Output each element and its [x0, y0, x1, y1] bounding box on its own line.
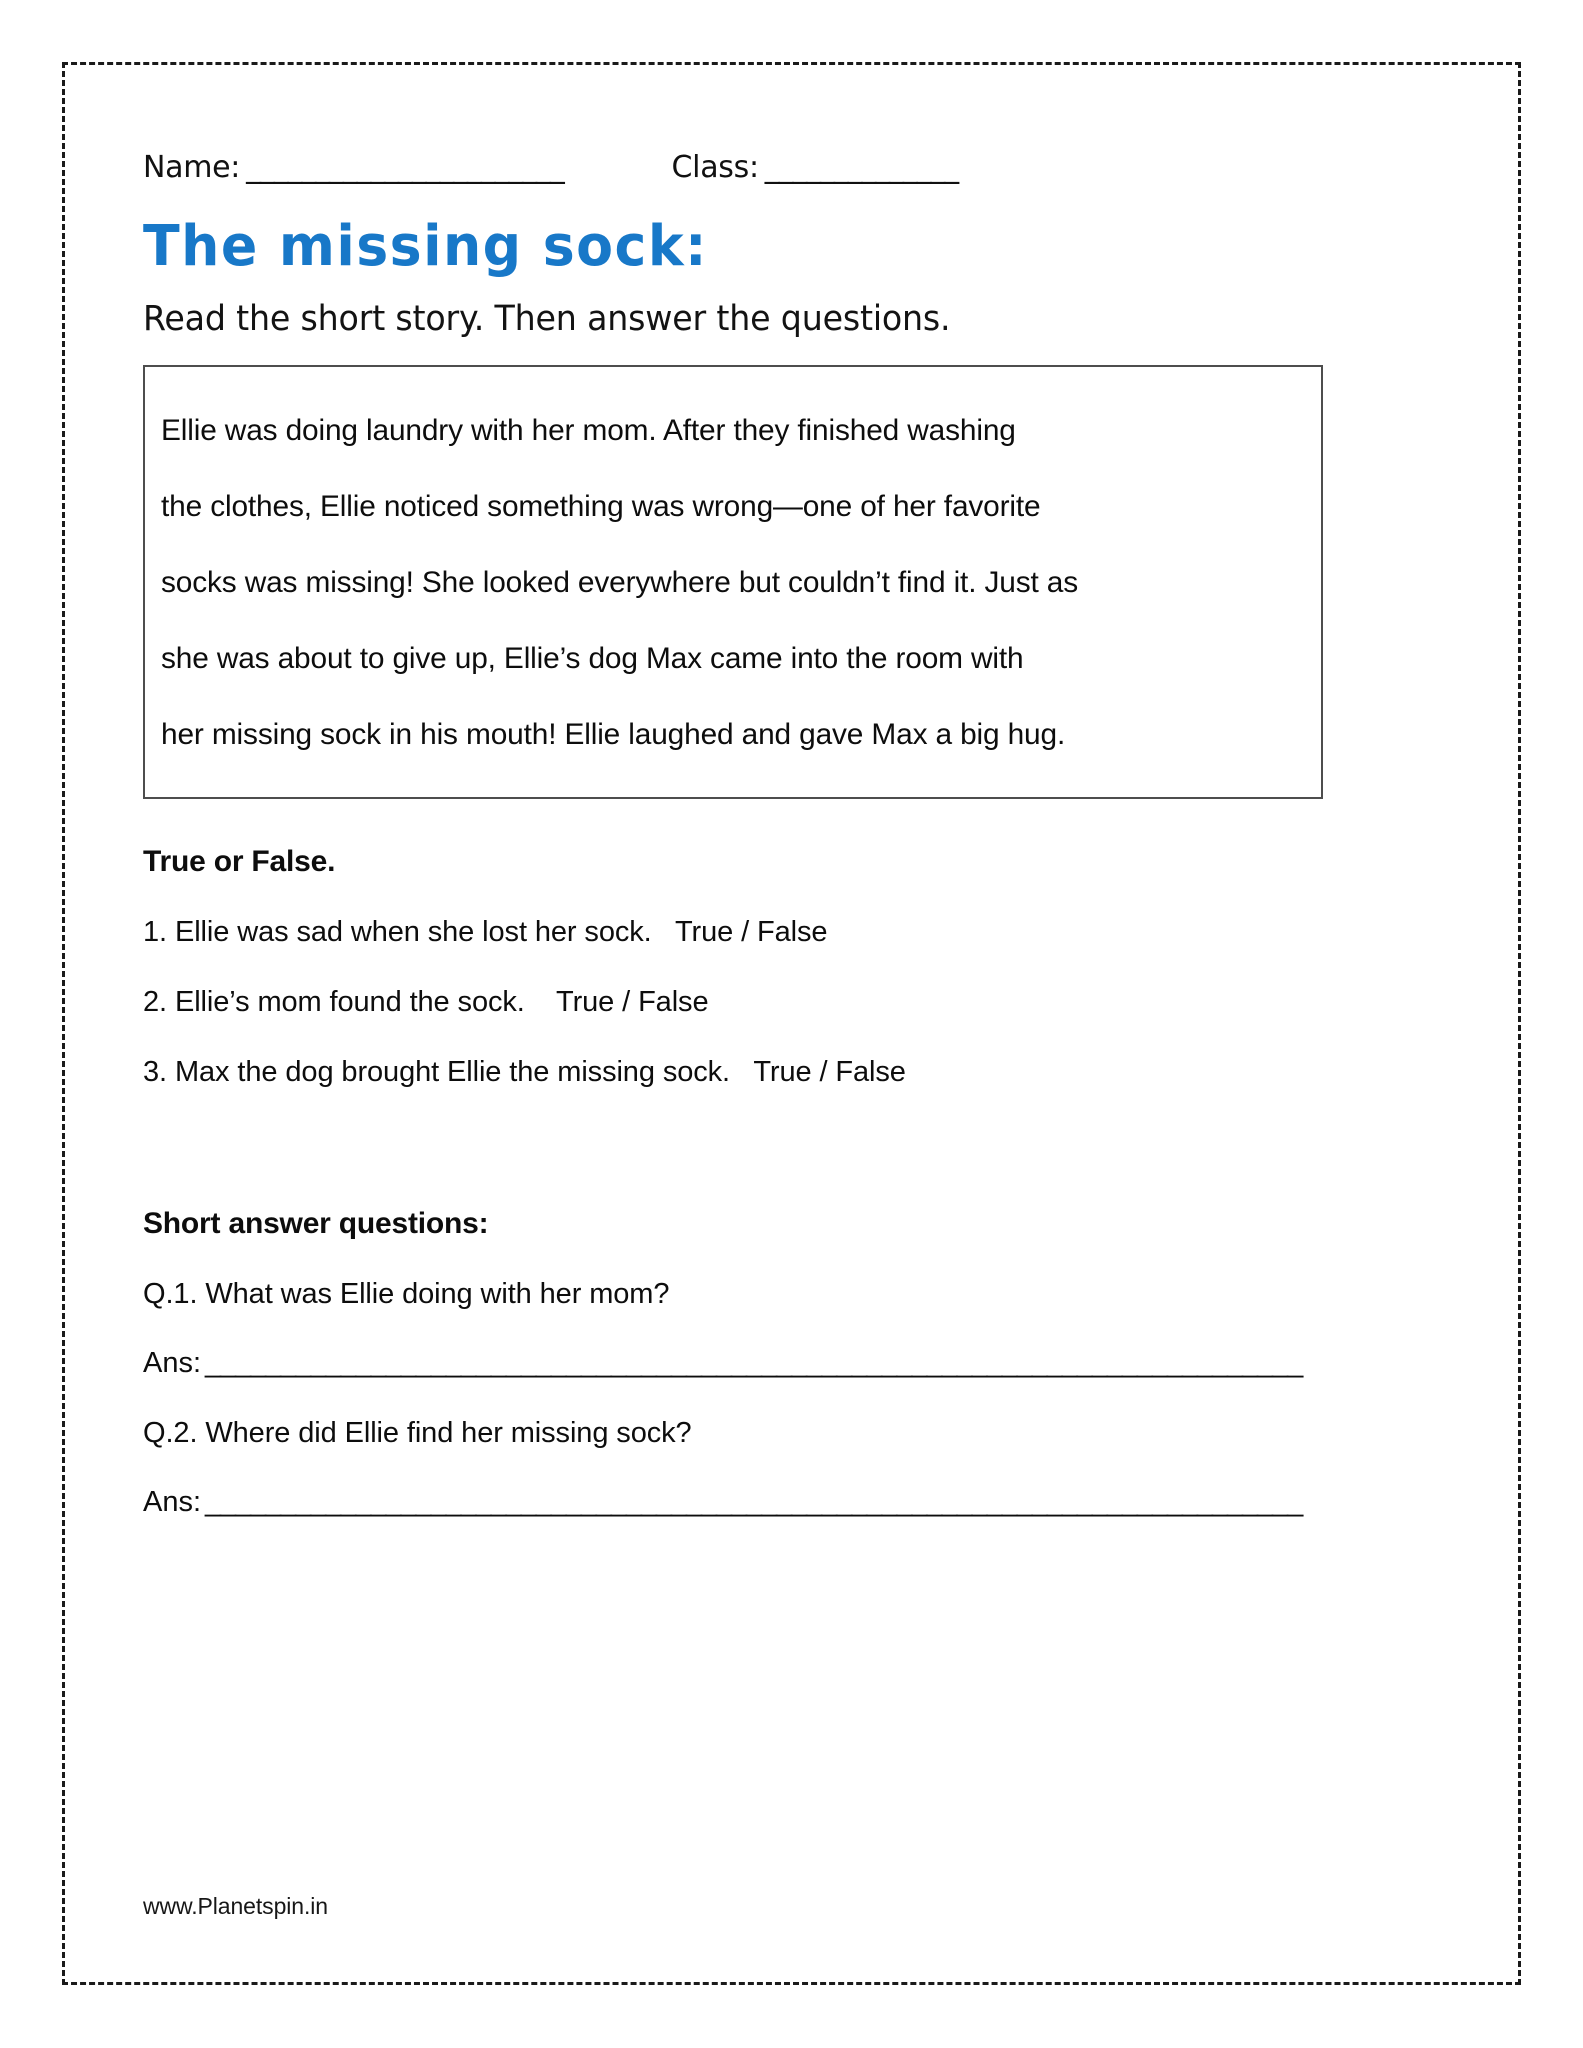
question-number: Q.2. [143, 1416, 198, 1449]
answer-write-in-blank[interactable]: _________________________________________________________________________ [205, 1485, 1303, 1518]
instruction-text: Read the short story. Then answer the questions. [143, 298, 951, 339]
story-passage-box [143, 365, 1323, 799]
story-line: her missing sock in his mouth! Ellie laughed and gave Max a big hug. [161, 717, 1066, 751]
answer-label: Ans: [143, 1485, 202, 1518]
true-false-question-3 [143, 1056, 1383, 1089]
name-field [143, 150, 564, 185]
true-false-choices[interactable]: True / False [556, 985, 709, 1018]
footer-website-url: www.Planetspin.in [143, 1893, 328, 1919]
question-text: Where did Ellie find her missing sock? [205, 1416, 692, 1449]
worksheet-content [143, 150, 1383, 1519]
page-title: The missing sock: [143, 214, 709, 279]
short-answer-question-1 [143, 1278, 1383, 1311]
true-false-heading: True or False. [143, 844, 336, 878]
short-answer-heading: Short answer questions: [143, 1206, 489, 1240]
question-text: Max the dog brought Ellie the missing sock. [174, 1055, 731, 1088]
question-text: Ellie’s mom found the sock. [174, 985, 525, 1018]
true-false-question-2 [143, 986, 1383, 1019]
class-label: Class: [671, 150, 759, 185]
story-line: she was about to give up, Ellie’s dog Max came into the room with [161, 641, 1024, 675]
question-number: Q.1. [143, 1277, 198, 1310]
question-text: Ellie was sad when she lost her sock. [174, 915, 652, 948]
true-false-choices[interactable]: True / False [753, 1055, 906, 1088]
name-label: Name: [143, 150, 241, 185]
story-line: the clothes, Ellie noticed something was wrong—one of her favorite [161, 489, 1041, 523]
short-answer-answer-1 [143, 1347, 1383, 1380]
question-number: 2. [143, 985, 167, 1018]
story-line: Ellie was doing laundry with her mom. After they finished washing [161, 413, 1016, 447]
short-answer-question-2 [143, 1417, 1383, 1450]
answer-write-in-blank[interactable]: _________________________________________________________________________ [205, 1346, 1303, 1379]
short-answer-answer-2 [143, 1486, 1383, 1519]
answer-label: Ans: [143, 1346, 202, 1379]
true-false-choices[interactable]: True / False [674, 915, 828, 948]
student-info-row [143, 150, 1383, 198]
question-number: 1. [143, 915, 167, 948]
class-field [672, 150, 958, 185]
question-text: What was Ellie doing with her mom? [205, 1277, 670, 1310]
question-number: 3. [143, 1055, 167, 1088]
name-write-in-blank[interactable]: _______________________ [246, 150, 564, 185]
story-line: socks was missing! She looked everywhere but couldn’t find it. Just as [161, 565, 1079, 599]
class-write-in-blank[interactable]: ______________ [764, 150, 958, 185]
true-false-question-1 [143, 916, 1383, 949]
